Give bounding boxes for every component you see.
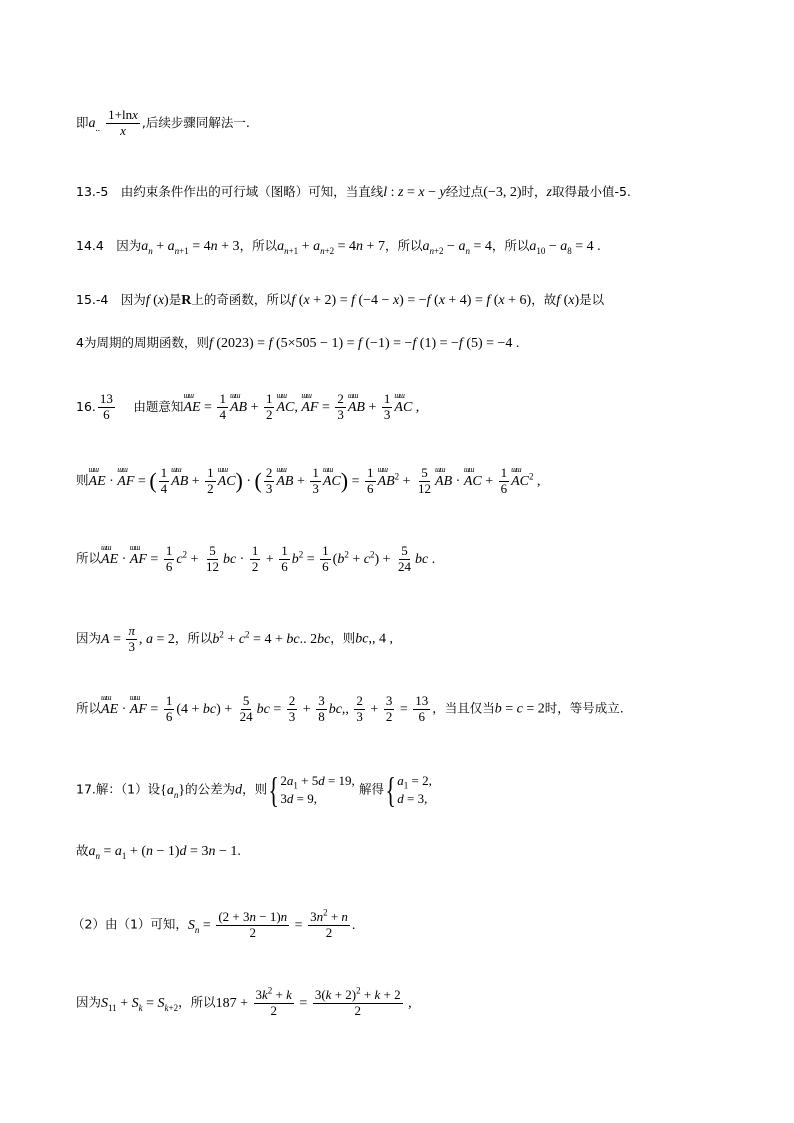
answer-16-dot-product: 则ɯɯ AE · ɯɯ AF = ( $\frac{1}{4}$ ɯɯ AB + $\frac{1}{2}$ ɯɯ AC) · ( $\frac{2}{3}$ ɯɯ AB + $\frac{1}{3}$ ɯɯ AC) = $\frac{1}{6}$ ɯɯ $AB^2$ + $\frac{5}{12}$ ɯɯ AB · ɯɯ AC + $\frac{1}{6}$ ɯɯ $AC^2$ , xyxy=(76,466,541,497)
answer-16-expand: 所以ɯɯ AE · ɯɯ AF = $\frac{1}{6}$ $c^2$ + $\frac{5}{12}$ bc · $\frac{1}{2}$ + $\frac{1}{6}$ $b^2$ = $\frac{1}{6}$ $(b^2 + c^2)$ + $\frac{5}{24}$ bc . xyxy=(76,544,435,575)
answer-14: 14.4 因为$a_n + a_{n+1} = 4n + 3$，所以$a_{n+1} + a_{n+2} = 4n + 7$，所以$a_{n+2} - a_n = 4$，所以$a_{10} - a_8 = 4$ . xyxy=(76,238,601,256)
answer-16-result: 所以ɯɯ AE · ɯɯ AF = $\frac{1}{6}$ (4 + bc) + $\frac{5}{24}$ bc = $\frac{2}{3}$ + $\frac{3}{8}$ bc,, $\frac{2}{3}$ + $\frac{3}{2}$ = $\frac{13}{6}$ ，当且仅当b = c = 2时，等号成立. xyxy=(76,694,624,725)
answer-13: 13.-5 由约束条件作出的可行域（图略）可知，当直线l : z = x − y经过点(−3, 2)时，z取得最小值-5. xyxy=(76,184,631,200)
fraction: $\frac{13}{6}$ xyxy=(99,391,113,422)
answer-17-sum-condition: 因为$S_{11} + S_k = S_{k+2}$，所以187 + $\frac{3k^2 + k}{2}$ = $\frac{3(k + 2)^2 + k + 2}{2}$ , xyxy=(76,985,412,1018)
answer-15-cont: 4为周期的周期函数，则f (2023) = f (5×505 − 1) = f (−1) = −f (1) = −f (5) = −4 . xyxy=(76,335,520,351)
fraction: $\frac{1+\ln x}{x}$ xyxy=(108,107,138,138)
answer-17-part1: 17.解：（1）设$\{a_n\}$的公差为d，则{ $2a_1 + 5d = 19$, 3d = 9, 解得{ $a_1 = 2$, d = 3, xyxy=(76,770,432,811)
answer-16-condition: 因为A = $\frac{\pi}{3}$ , a = 2，所以$b^2 + c^2 = 4$ + bc.. 2bc，则bc,, 4 , xyxy=(76,623,394,654)
line-continuation: 即$a_{..}$ $\frac{1+\ln x}{x}$ ,后续步骤同解法一. xyxy=(76,107,250,138)
answer-16: 16. $\frac{13}{6}$ 由题意知ɯɯ AE = $\frac{1}{4}$ ɯɯ AB + $\frac{1}{2}$ ɯɯ AC, ɯɯ AF = $\frac{2}{3}$ ɯɯ AB + $\frac{1}{3}$ ɯɯ AC , xyxy=(76,392,419,423)
answer-17-part2: （2）由（1）可知，$S_n$ = $\frac{(2 + 3n - 1)n}{2}$ = $\frac{3n^2 + n}{2}$ . xyxy=(72,907,356,940)
answer-17-general-term: 故$a_n = a_1 + (n - 1)d = 3n - 1$. xyxy=(76,843,241,861)
answer-15: 15.-4 因为f (x)是R上的奇函数，所以f (x + 2) = f (−4 − x) = −f (x + 4) = f (x + 6)，故f (x)是以 xyxy=(76,292,605,308)
